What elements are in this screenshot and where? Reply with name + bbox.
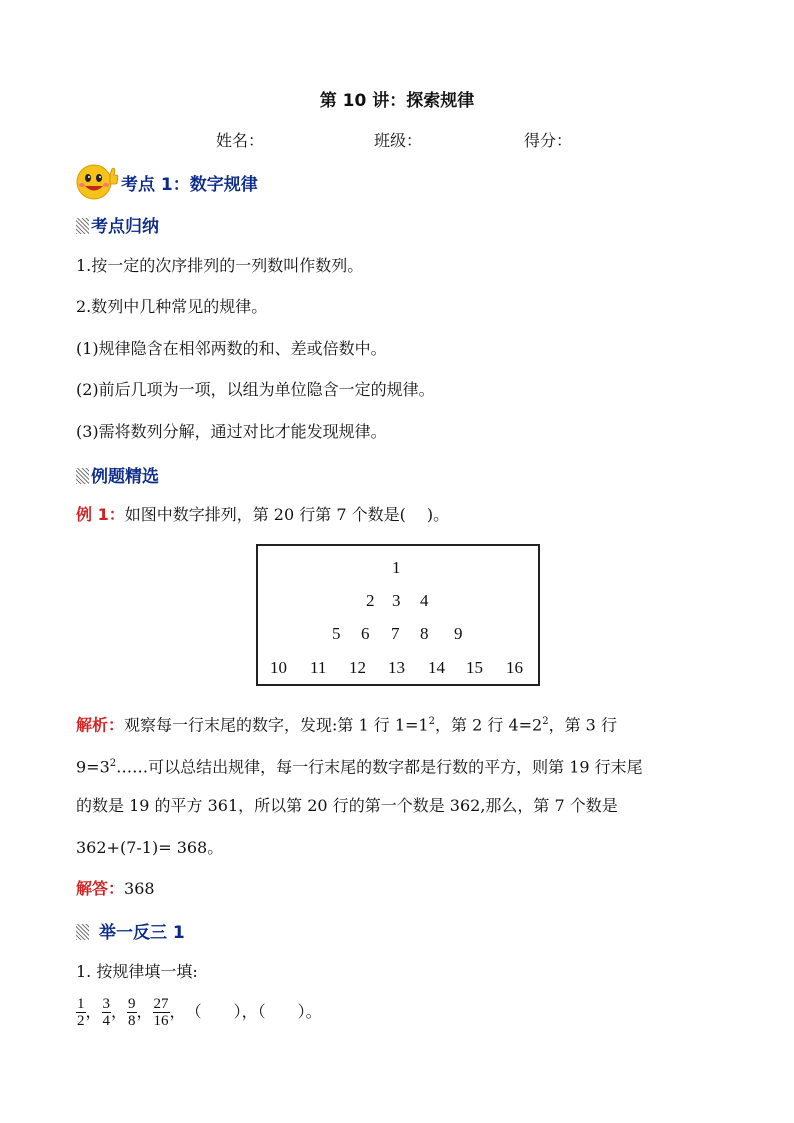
triangle-number: 14	[428, 658, 445, 677]
triangle-number: 4	[420, 591, 429, 610]
triangle-number: 10	[270, 658, 287, 677]
analysis-line-2	[76, 752, 726, 779]
numerator: 3	[102, 995, 111, 1012]
triangle-number: 15	[466, 658, 483, 677]
smiley-thumbs-up-icon	[76, 161, 120, 201]
example1-question-line	[76, 503, 449, 527]
analysis-text: 观察每一行末尾的数字，发现:第 1 行 1=1	[124, 715, 429, 735]
summary-heading	[76, 212, 159, 237]
triangle-number: 6	[361, 624, 370, 643]
numerator: 9	[128, 995, 136, 1012]
exponent: 2	[542, 716, 549, 727]
number-triangle-figure	[256, 544, 540, 686]
numerator: 1	[77, 995, 85, 1012]
practice-heading-text: 举一反三 1	[99, 923, 185, 943]
exponent: 2	[428, 716, 435, 727]
triangle-number: 12	[349, 658, 366, 677]
fraction	[76, 996, 86, 1029]
exponent: 2	[109, 758, 117, 769]
answer-blanks: （ ），（ ）。	[185, 1002, 322, 1021]
triangle-number: 3	[392, 591, 401, 610]
answer-label: 解答：	[76, 879, 125, 898]
analysis-line-4: 362+(7-1)= 368。	[76, 838, 224, 857]
triangle-number: 7	[391, 624, 400, 643]
analysis-text: ……可以总结出规律，每一行末尾的数字都是行数的平方，则第 19 行末尾	[116, 757, 643, 777]
triangle-number: 1	[392, 558, 401, 577]
point-3: (1)规律隐含在相邻两数的和、差或倍数中。	[76, 339, 387, 358]
point-2: 2.数列中几种常见的规律。	[76, 297, 268, 316]
example-heading-text: 例题精选	[91, 467, 159, 487]
analysis-line-1	[76, 710, 726, 737]
practice-question-1: 1. 按规律填一填:	[76, 962, 198, 981]
point-1: 1.按一定的次序排列的一列数叫作数列。	[76, 256, 364, 275]
triangle-number: 9	[454, 624, 463, 643]
analysis-text: 9=3	[76, 757, 110, 777]
answer-line	[76, 877, 155, 901]
denominator: 8	[128, 1012, 136, 1029]
section-marker-icon	[76, 218, 89, 234]
triangle-number: 13	[388, 658, 405, 677]
summary-heading-text: 考点归纳	[91, 217, 159, 237]
comma: ，	[85, 1002, 102, 1021]
triangle-number: 11	[310, 658, 327, 677]
denominator: 4	[102, 1012, 111, 1029]
denominator: 16	[153, 1012, 169, 1029]
answer-value: 368	[124, 879, 155, 898]
fraction	[127, 996, 137, 1029]
triangle-number: 5	[332, 624, 341, 643]
section1-title: 考点 1：数字规律	[121, 175, 258, 195]
example1-label: 例 1：	[76, 505, 125, 524]
name-label: 姓名：	[216, 131, 265, 150]
analysis-text: ，第 2 行 4=2	[435, 715, 543, 735]
page-title: 第 10 讲：探索规律	[319, 91, 475, 111]
section-marker-icon	[76, 468, 89, 484]
analysis-label: 解析：	[76, 715, 125, 735]
comma: ，	[136, 1002, 153, 1021]
section-marker-icon	[76, 924, 89, 940]
fraction	[102, 996, 112, 1029]
denominator: 2	[77, 1012, 85, 1029]
point-4: (2)前后几项为一项，以组为单位隐含一定的规律。	[76, 380, 435, 399]
triangle-number: 16	[506, 658, 523, 677]
analysis-line-3: 的数是 19 的平方 361，所以第 20 行的第一个数是 362,那么，第 7 个数是	[76, 796, 618, 815]
class-label: 班级：	[374, 131, 423, 150]
triangle-number: 2	[366, 591, 375, 610]
point-5: (3)需将数列分解，通过对比才能发现规律。	[76, 422, 387, 441]
example1-question: 如图中数字排列，第 20 行第 7 个数是( )。	[124, 505, 450, 524]
triangle-number: 8	[420, 624, 429, 643]
practice-heading	[76, 918, 185, 943]
fraction-sequence	[76, 992, 322, 1032]
comma: ，	[169, 1002, 186, 1021]
example-heading	[76, 462, 159, 487]
score-label: 得分：	[524, 131, 573, 150]
numerator: 27	[153, 995, 169, 1012]
analysis-text: ，第 3 行	[548, 715, 617, 735]
fraction	[153, 996, 170, 1029]
comma: ，	[111, 1002, 128, 1021]
